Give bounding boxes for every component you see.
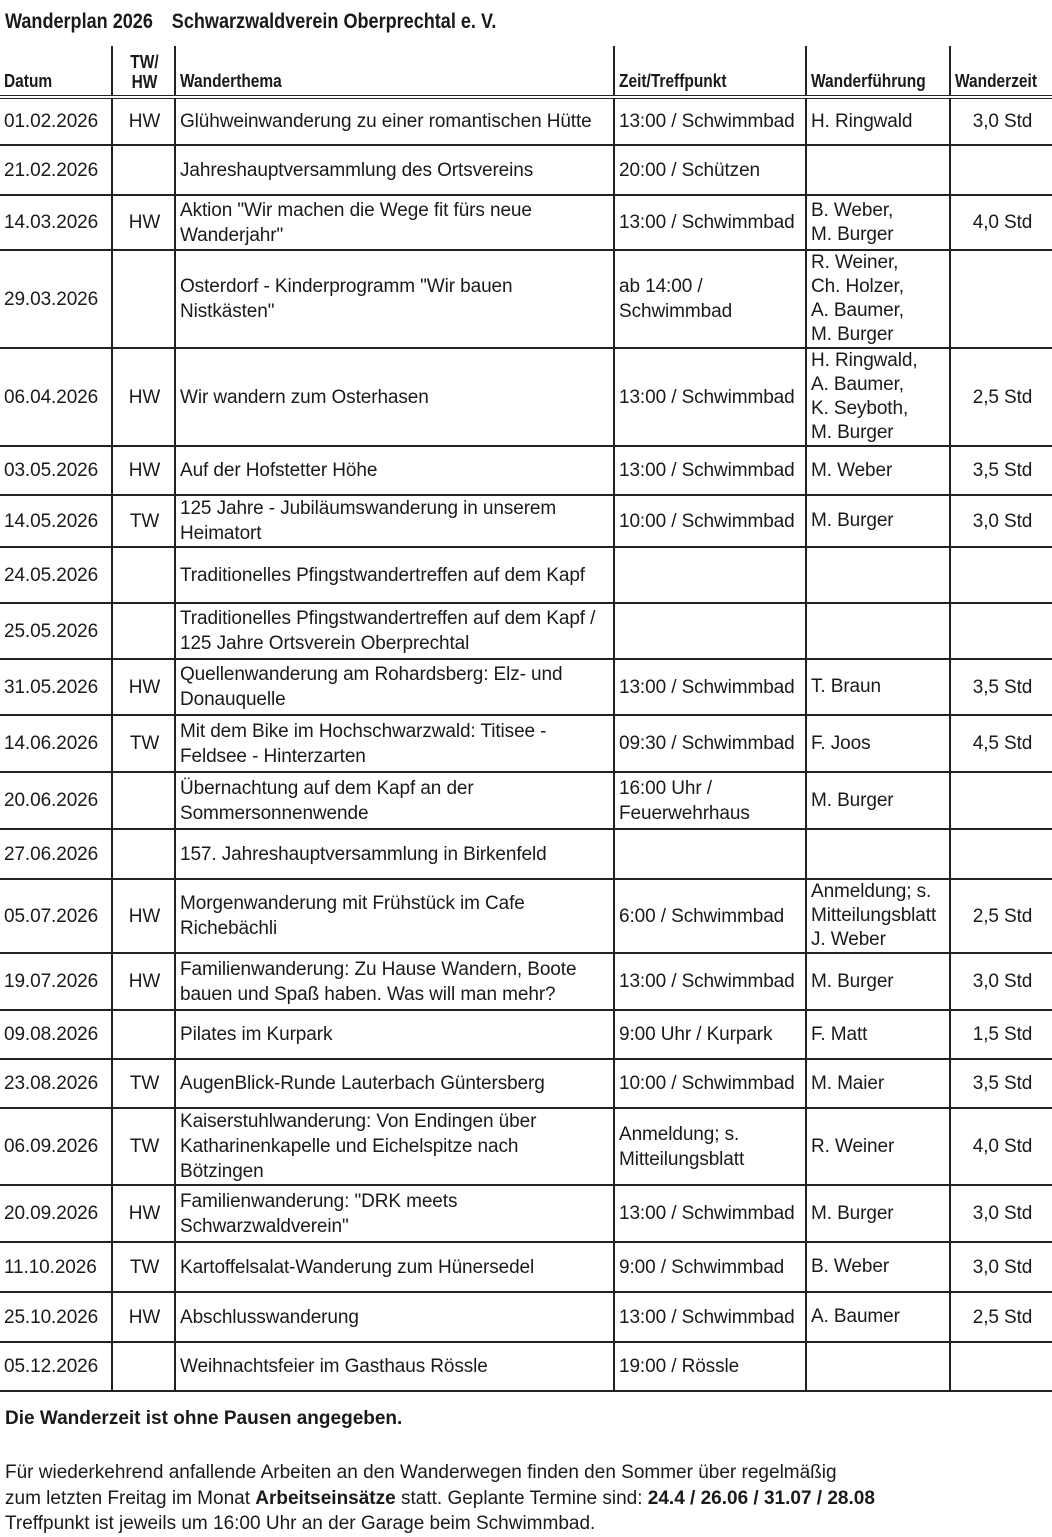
header-type: TW/ HW — [112, 46, 175, 97]
cell-date: 11.10.2026 — [0, 1242, 112, 1292]
table-row — [0, 772, 1052, 829]
cell-leader: M. Maier — [806, 1059, 950, 1108]
header-fuehrung: Wanderführung — [806, 46, 950, 97]
cell-duration — [950, 145, 1052, 195]
cell-time-meeting: 13:00 / Schwimmbad — [614, 953, 806, 1010]
cell-leader — [806, 829, 950, 879]
cell-time-meeting — [614, 829, 806, 879]
cell-topic: Jahreshauptversammlung des Ortsvereins — [175, 145, 614, 195]
cell-date: 06.09.2026 — [0, 1108, 112, 1185]
cell-topic: Familienwanderung: Zu Hause Wandern, Boote bauen und Spaß haben. Was will man mehr? — [175, 953, 614, 1010]
cell-date: 29.03.2026 — [0, 250, 112, 348]
cell-date: 25.05.2026 — [0, 603, 112, 659]
plan-title: Wanderplan 2026 — [5, 10, 153, 33]
cell-date: 19.07.2026 — [0, 953, 112, 1010]
cell-date: 06.04.2026 — [0, 348, 112, 446]
cell-topic: Glühweinwanderung zu einer romantischen Hütte — [175, 97, 614, 145]
work-assignments-note — [5, 1460, 875, 1537]
cell-leader: Anmeldung; s. Mitteilungsblatt J. Weber — [806, 879, 950, 953]
cell-date: 20.06.2026 — [0, 772, 112, 829]
cell-date: 24.05.2026 — [0, 547, 112, 603]
note-line-1: Für wiederkehrend anfallende Arbeiten an den Wanderwegen finden den Sommer über regelmäßig — [5, 1462, 837, 1483]
table-row — [0, 1059, 1052, 1108]
cell-topic: Familienwanderung: "DRK meets Schwarzwaldverein" — [175, 1185, 614, 1242]
cell-type — [112, 603, 175, 659]
cell-type — [112, 547, 175, 603]
table-row — [0, 97, 1052, 145]
cell-duration — [950, 1342, 1052, 1391]
cell-duration: 3,0 Std — [950, 1185, 1052, 1242]
cell-type — [112, 1342, 175, 1391]
cell-date: 21.02.2026 — [0, 145, 112, 195]
cell-time-meeting: 19:00 / Rössle — [614, 1342, 806, 1391]
table-row — [0, 348, 1052, 446]
cell-date: 09.08.2026 — [0, 1010, 112, 1059]
cell-duration: 2,5 Std — [950, 879, 1052, 953]
cell-type: HW — [112, 348, 175, 446]
cell-time-meeting: 20:00 / Schützen — [614, 145, 806, 195]
cell-leader: M. Burger — [806, 953, 950, 1010]
cell-type: HW — [112, 953, 175, 1010]
cell-time-meeting: 13:00 / Schwimmbad — [614, 195, 806, 250]
club-name: Schwarzwaldverein Oberprechtal e. V. — [171, 10, 497, 33]
table-row — [0, 145, 1052, 195]
cell-time-meeting: 9:00 Uhr / Kurpark — [614, 1010, 806, 1059]
cell-duration: 3,0 Std — [950, 495, 1052, 547]
cell-date: 25.10.2026 — [0, 1292, 112, 1342]
cell-leader — [806, 603, 950, 659]
cell-time-meeting: 6:00 / Schwimmbad — [614, 879, 806, 953]
cell-leader: R. Weiner — [806, 1108, 950, 1185]
cell-topic: Übernachtung auf dem Kapf an der Sommersonnenwende — [175, 772, 614, 829]
cell-type — [112, 1010, 175, 1059]
cell-date: 03.05.2026 — [0, 446, 112, 495]
cell-leader: F. Joos — [806, 715, 950, 772]
table-header — [0, 46, 1052, 97]
cell-leader: T. Braun — [806, 659, 950, 715]
cell-leader — [806, 145, 950, 195]
cell-topic: Pilates im Kurpark — [175, 1010, 614, 1059]
cell-date: 20.09.2026 — [0, 1185, 112, 1242]
cell-topic: 125 Jahre - Jubiläumswanderung in unserem Heimatort — [175, 495, 614, 547]
cell-type: HW — [112, 1185, 175, 1242]
cell-leader: F. Matt — [806, 1010, 950, 1059]
table-row — [0, 1242, 1052, 1292]
table-row — [0, 1108, 1052, 1185]
cell-topic: Morgenwanderung mit Frühstück im Cafe Richebächli — [175, 879, 614, 953]
table-row — [0, 1342, 1052, 1391]
table-row — [0, 659, 1052, 715]
cell-topic: Traditionelles Pfingstwandertreffen auf dem Kapf — [175, 547, 614, 603]
cell-type: HW — [112, 1292, 175, 1342]
header-dauer: Wanderzeit — [950, 46, 1052, 97]
cell-duration: 1,5 Std — [950, 1010, 1052, 1059]
cell-time-meeting: 13:00 / Schwimmbad — [614, 446, 806, 495]
pause-note: Die Wanderzeit ist ohne Pausen angegeben. — [5, 1408, 403, 1429]
table-row — [0, 1185, 1052, 1242]
header-zeit: Zeit/Treffpunkt — [614, 46, 806, 97]
cell-duration: 3,5 Std — [950, 1059, 1052, 1108]
cell-duration: 3,0 Std — [950, 953, 1052, 1010]
cell-leader: M. Burger — [806, 495, 950, 547]
cell-topic: Wir wandern zum Osterhasen — [175, 348, 614, 446]
cell-duration — [950, 772, 1052, 829]
cell-duration — [950, 250, 1052, 348]
cell-type: HW — [112, 446, 175, 495]
table-row — [0, 446, 1052, 495]
cell-type: HW — [112, 195, 175, 250]
hiking-schedule-table — [0, 46, 1052, 1392]
cell-time-meeting: Anmeldung; s. Mitteilungsblatt — [614, 1108, 806, 1185]
cell-type — [112, 772, 175, 829]
cell-duration: 2,5 Std — [950, 1292, 1052, 1342]
cell-duration: 3,5 Std — [950, 659, 1052, 715]
table-row — [0, 1010, 1052, 1059]
cell-leader: B. Weber, M. Burger — [806, 195, 950, 250]
table-row — [0, 495, 1052, 547]
note-line-3: Treffpunkt ist jeweils um 16:00 Uhr an der Garage beim Schwimmbad. — [5, 1513, 596, 1534]
cell-date: 05.12.2026 — [0, 1342, 112, 1391]
cell-time-meeting: 13:00 / Schwimmbad — [614, 659, 806, 715]
cell-duration — [950, 547, 1052, 603]
cell-topic: Kartoffelsalat-Wanderung zum Hünersedel — [175, 1242, 614, 1292]
table-row — [0, 715, 1052, 772]
cell-type: HW — [112, 659, 175, 715]
cell-duration: 3,5 Std — [950, 446, 1052, 495]
cell-topic: Aktion "Wir machen die Wege fit fürs neue Wanderjahr" — [175, 195, 614, 250]
cell-date: 05.07.2026 — [0, 879, 112, 953]
document-title — [5, 10, 496, 34]
cell-leader: R. Weiner, Ch. Holzer, A. Baumer, M. Burger — [806, 250, 950, 348]
cell-topic: Mit dem Bike im Hochschwarzwald: Titisee - Feldsee - Hinterzarten — [175, 715, 614, 772]
cell-type: TW — [112, 495, 175, 547]
cell-topic: Abschlusswanderung — [175, 1292, 614, 1342]
cell-time-meeting — [614, 547, 806, 603]
cell-type — [112, 250, 175, 348]
cell-time-meeting: 10:00 / Schwimmbad — [614, 1059, 806, 1108]
cell-leader: H. Ringwald — [806, 97, 950, 145]
cell-duration: 3,0 Std — [950, 97, 1052, 145]
cell-duration: 4,0 Std — [950, 195, 1052, 250]
cell-type: TW — [112, 1108, 175, 1185]
table-row — [0, 953, 1052, 1010]
table-row — [0, 829, 1052, 879]
cell-topic: Weihnachtsfeier im Gasthaus Rössle — [175, 1342, 614, 1391]
cell-leader — [806, 1342, 950, 1391]
header-thema: Wanderthema — [175, 46, 614, 97]
cell-topic: Osterdorf - Kinderprogramm "Wir bauen Nistkästen" — [175, 250, 614, 348]
cell-duration — [950, 829, 1052, 879]
cell-date: 14.05.2026 — [0, 495, 112, 547]
cell-leader: H. Ringwald, A. Baumer, K. Seyboth, M. Burger — [806, 348, 950, 446]
cell-time-meeting: 10:00 / Schwimmbad — [614, 495, 806, 547]
cell-type — [112, 829, 175, 879]
cell-date: 27.06.2026 — [0, 829, 112, 879]
cell-type: TW — [112, 1242, 175, 1292]
cell-topic: Kaiserstuhlwanderung: Von Endingen über Katharinenkapelle und Eichelspitze nach Bötzingen — [175, 1108, 614, 1185]
cell-duration: 4,5 Std — [950, 715, 1052, 772]
cell-time-meeting: ab 14:00 / Schwimmbad — [614, 250, 806, 348]
cell-time-meeting: 13:00 / Schwimmbad — [614, 348, 806, 446]
cell-time-meeting: 9:00 / Schwimmbad — [614, 1242, 806, 1292]
note-line-2: zum letzten Freitag im Monat Arbeitseinsätze statt. Geplante Termine sind: 24.4 / 26.06 / 31.07 / 28.08 — [5, 1487, 875, 1509]
cell-topic: AugenBlick-Runde Lauterbach Güntersberg — [175, 1059, 614, 1108]
cell-time-meeting: 16:00 Uhr / Feuerwehrhaus — [614, 772, 806, 829]
cell-time-meeting: 13:00 / Schwimmbad — [614, 1185, 806, 1242]
table-row — [0, 879, 1052, 953]
cell-duration — [950, 603, 1052, 659]
cell-time-meeting: 13:00 / Schwimmbad — [614, 97, 806, 145]
cell-type — [112, 145, 175, 195]
header-datum: Datum — [0, 46, 112, 97]
cell-time-meeting: 09:30 / Schwimmbad — [614, 715, 806, 772]
cell-leader: M. Burger — [806, 1185, 950, 1242]
cell-topic: Auf der Hofstetter Höhe — [175, 446, 614, 495]
cell-date: 31.05.2026 — [0, 659, 112, 715]
cell-leader: A. Baumer — [806, 1292, 950, 1342]
cell-date: 01.02.2026 — [0, 97, 112, 145]
table-row — [0, 547, 1052, 603]
cell-date: 14.06.2026 — [0, 715, 112, 772]
cell-topic: Traditionelles Pfingstwandertreffen auf dem Kapf / 125 Jahre Ortsverein Oberprechtal — [175, 603, 614, 659]
cell-duration: 3,0 Std — [950, 1242, 1052, 1292]
cell-type: HW — [112, 97, 175, 145]
cell-topic: Quellenwanderung am Rohardsberg: Elz- und Donauquelle — [175, 659, 614, 715]
cell-time-meeting — [614, 603, 806, 659]
table-row — [0, 195, 1052, 250]
cell-date: 23.08.2026 — [0, 1059, 112, 1108]
table-row — [0, 250, 1052, 348]
cell-topic: 157. Jahreshauptversammlung in Birkenfeld — [175, 829, 614, 879]
cell-date: 14.03.2026 — [0, 195, 112, 250]
cell-type: TW — [112, 715, 175, 772]
cell-type: TW — [112, 1059, 175, 1108]
cell-type: HW — [112, 879, 175, 953]
cell-duration: 4,0 Std — [950, 1108, 1052, 1185]
cell-duration: 2,5 Std — [950, 348, 1052, 446]
cell-leader: B. Weber — [806, 1242, 950, 1292]
table-row — [0, 1292, 1052, 1342]
cell-leader: M. Burger — [806, 772, 950, 829]
table-row — [0, 603, 1052, 659]
cell-leader: M. Weber — [806, 446, 950, 495]
cell-leader — [806, 547, 950, 603]
cell-time-meeting: 13:00 / Schwimmbad — [614, 1292, 806, 1342]
